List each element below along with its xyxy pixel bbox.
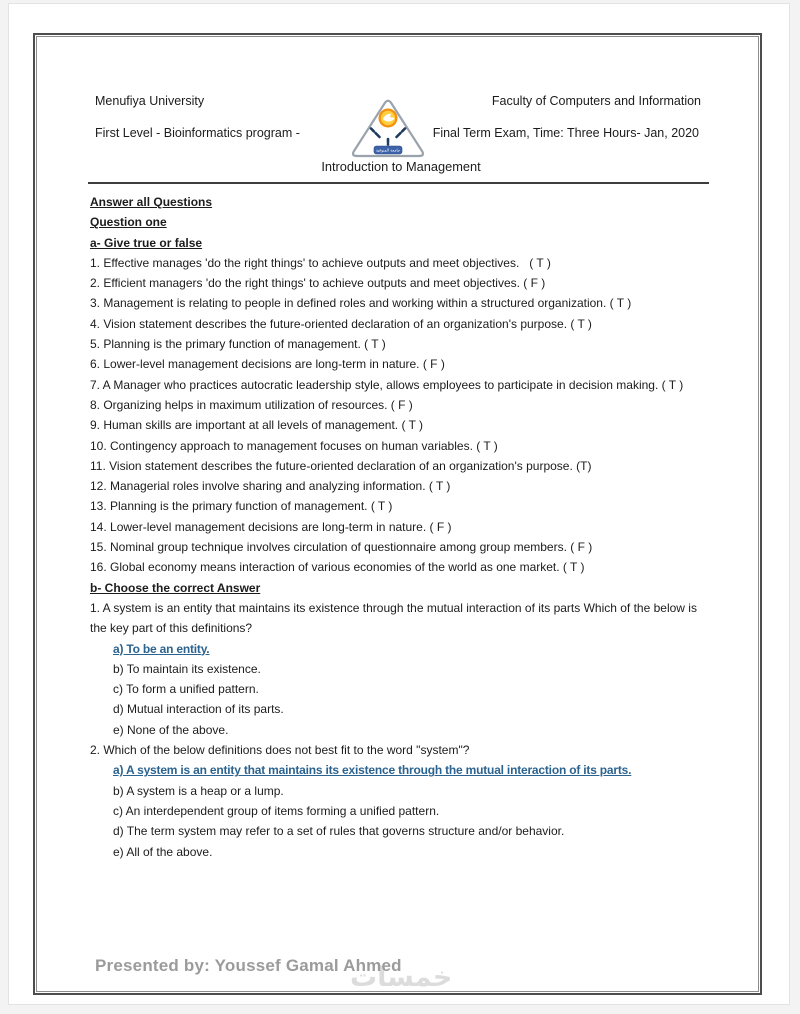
mcq-option: a) A system is an entity that maintains its existence through the mutual interaction of its parts. [113, 763, 632, 778]
true-false-item: 13. Planning is the primary function of management. ( T ) [90, 499, 393, 514]
true-false-item: 6. Lower-level management decisions are long-term in nature. ( F ) [90, 357, 445, 372]
true-false-item: 4. Vision statement describes the future-oriented declaration of an organization's purpose. ( T ) [90, 316, 592, 331]
true-false-item: 8. Organizing helps in maximum utilization of resources. ( F ) [90, 397, 413, 412]
mcq-options-1 [90, 639, 712, 740]
mcq-option: c) An interdependent group of items forming a unified pattern. [113, 803, 440, 818]
true-false-item: 14. Lower-level management decisions are long-term in nature. ( F ) [90, 519, 452, 534]
true-false-item: 3. Management is relating to people in defined roles and working within a structured organization. ( T ) [90, 296, 632, 311]
exam-body [90, 192, 712, 862]
answer-all-heading: Answer all Questions [90, 195, 213, 209]
course-title: Introduction to Management [321, 159, 481, 174]
mcq-option: a) To be an entity. [113, 641, 210, 656]
mcq-question-1: 1. A system is an entity that maintains its existence through the mutual interaction of its parts Which of the below is the key part of this definitions? [90, 600, 701, 636]
university-logo-icon [349, 98, 427, 162]
mcq-option: e) None of the above. [113, 722, 229, 737]
true-false-item: 11. Vision statement describes the future-oriented declaration of an organization's purpose. (T) [90, 458, 592, 473]
true-false-item: 15. Nominal group technique involves circulation of questionnaire among group members. ( F ) [90, 540, 593, 555]
mcq-option: d) The term system may refer to a set of rules that governs structure and/or behavior. [113, 824, 565, 839]
true-false-item: 9. Human skills are important at all levels of management. ( T ) [90, 418, 424, 433]
part-b-heading: b- Choose the correct Answer [90, 580, 261, 595]
true-false-item: 1. Effective manages 'do the right things' to achieve outputs and meet objectives. ( T ) [90, 255, 551, 270]
university-name: Menufiya University [95, 94, 205, 108]
header-divider [88, 182, 709, 184]
faculty-name: Faculty of Computers and Information [491, 94, 701, 108]
program-name: First Level - Bioinformatics program - [95, 126, 300, 140]
mcq-option: b) A system is a heap or a lump. [113, 783, 284, 798]
true-false-item: 2. Efficient managers 'do the right things' to achieve outputs and meet objectives. ( F ) [90, 276, 546, 291]
exam-info: Final Term Exam, Time: Three Hours- Jan, 2020 [432, 126, 699, 140]
watermark-text: خمسات [350, 962, 453, 993]
presented-by-text: Presented by: Youssef Gamal Ahmed [95, 956, 402, 975]
mcq-option: b) To maintain its existence. [113, 661, 261, 676]
true-false-item: 5. Planning is the primary function of management. ( T ) [90, 337, 386, 352]
true-false-item: 16. Global economy means interaction of various economies of the world as one market. ( T ) [90, 560, 585, 575]
mcq-option: d) Mutual interaction of its parts. [113, 702, 284, 717]
mcq-options-2 [90, 760, 712, 861]
svg-text:جامعة المنوفية: جامعة المنوفية [375, 147, 401, 153]
true-false-item: 10. Contingency approach to management focuses on human variables. ( T ) [90, 438, 498, 453]
true-false-list [90, 253, 712, 578]
question-one-heading: Question one [90, 215, 167, 230]
mcq-option: c) To form a unified pattern. [113, 682, 259, 697]
true-false-item: 7. A Manager who practices autocratic leadership style, allows employees to participate in decision making. ( T ) [90, 377, 684, 392]
mcq-question-2: 2. Which of the below definitions does not best fit to the word "system"? [90, 743, 470, 758]
mcq-option: e) All of the above. [113, 844, 213, 859]
part-a-heading: a- Give true or false [90, 235, 203, 250]
true-false-item: 12. Managerial roles involve sharing and analyzing information. ( T ) [90, 479, 451, 494]
document-page [8, 3, 790, 1005]
